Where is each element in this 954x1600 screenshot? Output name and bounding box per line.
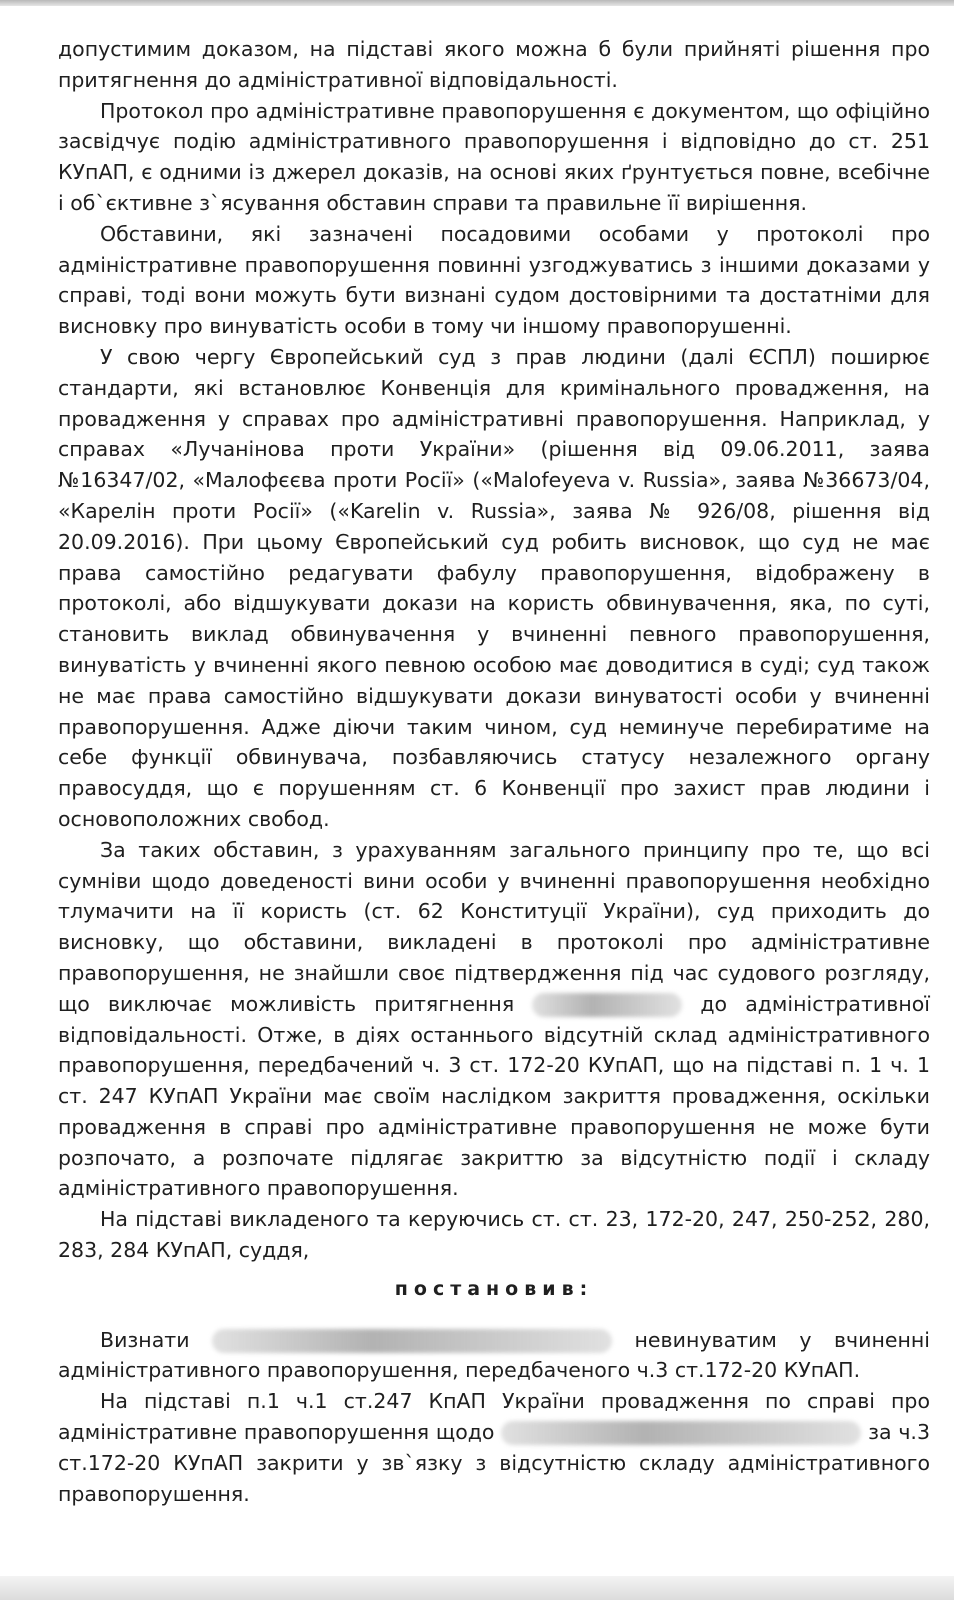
paragraph-2: Протокол про адміністративне правопорушення є документом, що офіційно засвідчує подію адміністративного правопорушення і відповідно до ст. 251 КУпАП, є одними із джерел доказів, на основі яких ґрунтується повне, всебічне і об`єктивне з`ясування обставин справи та правильне її вирішення. (58, 98, 930, 215)
screen-bottom-edge (0, 1576, 954, 1600)
paragraph-1: допустимим доказом, на підставі якого можна б були прийняті рішення про притягнення до адміністративної відповідальності. (58, 37, 930, 92)
paragraph-8-text-b: за ч.3 ст.172-20 КУпАП закрити у зв`язку з відсутністю складу адміністративного правопорушення. (58, 1420, 930, 1506)
redacted-name (501, 1421, 861, 1445)
paragraph-8-text-a: На підставі п.1 ч.1 ст.247 КпАП України провадження по справі про адміністративне правопорушення щодо (58, 1389, 930, 1445)
paragraph-5 (58, 835, 930, 1205)
paragraph-6: На підставі викладеного та керуючись ст. ст. 23, 172-20, 247, 250-252, 280, 283, 284 КУпАП, суддя, (58, 1207, 930, 1263)
ruling-heading: постановив: (394, 1277, 594, 1300)
redacted-name (532, 993, 682, 1017)
document-page (58, 34, 930, 1509)
paragraph-7 (58, 1325, 930, 1387)
paragraph-7-text-b: невинуватим у вчиненні адміністративного правопорушення, передбаченого ч.3 ст.172-20 КУпАП. (58, 1327, 930, 1383)
paragraph-7-text-a: Визнати (100, 1327, 190, 1352)
paragraph-5-text-a: За таких обставин, з урахуванням загального принципу про те, що всі сумніви щодо доведеності вини особи у вчиненні правопорушення необхідно тлумачити на її користь (ст. 62 Конституції України), суд приходить до висновку, що обставини, викладені в протоколі про адміністративне правопорушення, не знайшли своє підтвердження під час судового розгляду, що виключає можливість притягнення (58, 837, 930, 1016)
paragraph-5-text-b: до адміністративної відповідальності. Отже, в діях останнього відсутній склад адміністративного правопорушення, передбачений ч. 3 ст. 172-20 КУпАП, що на підставі п. 1 ч. 1 ст. 247 КУпАП України має своїм наслідком закриття провадження, оскільки провадження в справі про адміністративне правопорушення не може бути розпочато, а розпочате підлягає закриттю за відсутністю події і складу адміністративного правопорушення. (58, 991, 930, 1201)
screen-top-edge (0, 0, 954, 6)
paragraph-4: У свою чергу Європейський суд з прав людини (далі ЄСПЛ) поширює стандарти, які встановлює Конвенція для кримінального провадження, на провадження у справах про адміністративні правопорушення. Наприклад, у справах «Лучанінова проти України» (рішення від 09.06.2011, заява №16347/02, «Малофєєва проти Росії» («Malofeyeva v. Russia», заява №36673/04, «Карелін проти Росії» («Karelin v. Russia», заява № 926/08, рішення від 20.09.2016). При цьому Європейський суд робить висновок, що суд не має права самостійно редагувати фабулу правопорушення, відображену в протоколі, або відшукувати докази на користь обвинувачення, яка, по суті, становить виклад обвинувачення у вчиненні певного правопорушення, винуватість у вчиненні якого певною особою має доводитися в суді; суд також не має права самостійно відшукувати докази винуватості особи у вчиненні правопорушення. Адже діючи таким чином, суд неминуче перебиратиме на себе функції обвинувача, позбавляючись статусу незалежного органу правосуддя, що є порушенням ст. 6 Конвенції про захист прав людини і основоположних свобод. (58, 344, 930, 831)
paragraph-3: Обставини, які зазначені посадовими особами у протоколі про адміністративне правопорушення повинні узгоджуватись з іншими доказами у справі, тоді вони можуть бути визнані судом достовірними та достатніми для висновку про винуватість особи в тому чи іншому правопорушенні. (58, 221, 930, 339)
redacted-name (212, 1329, 612, 1353)
paragraph-8 (58, 1386, 930, 1509)
